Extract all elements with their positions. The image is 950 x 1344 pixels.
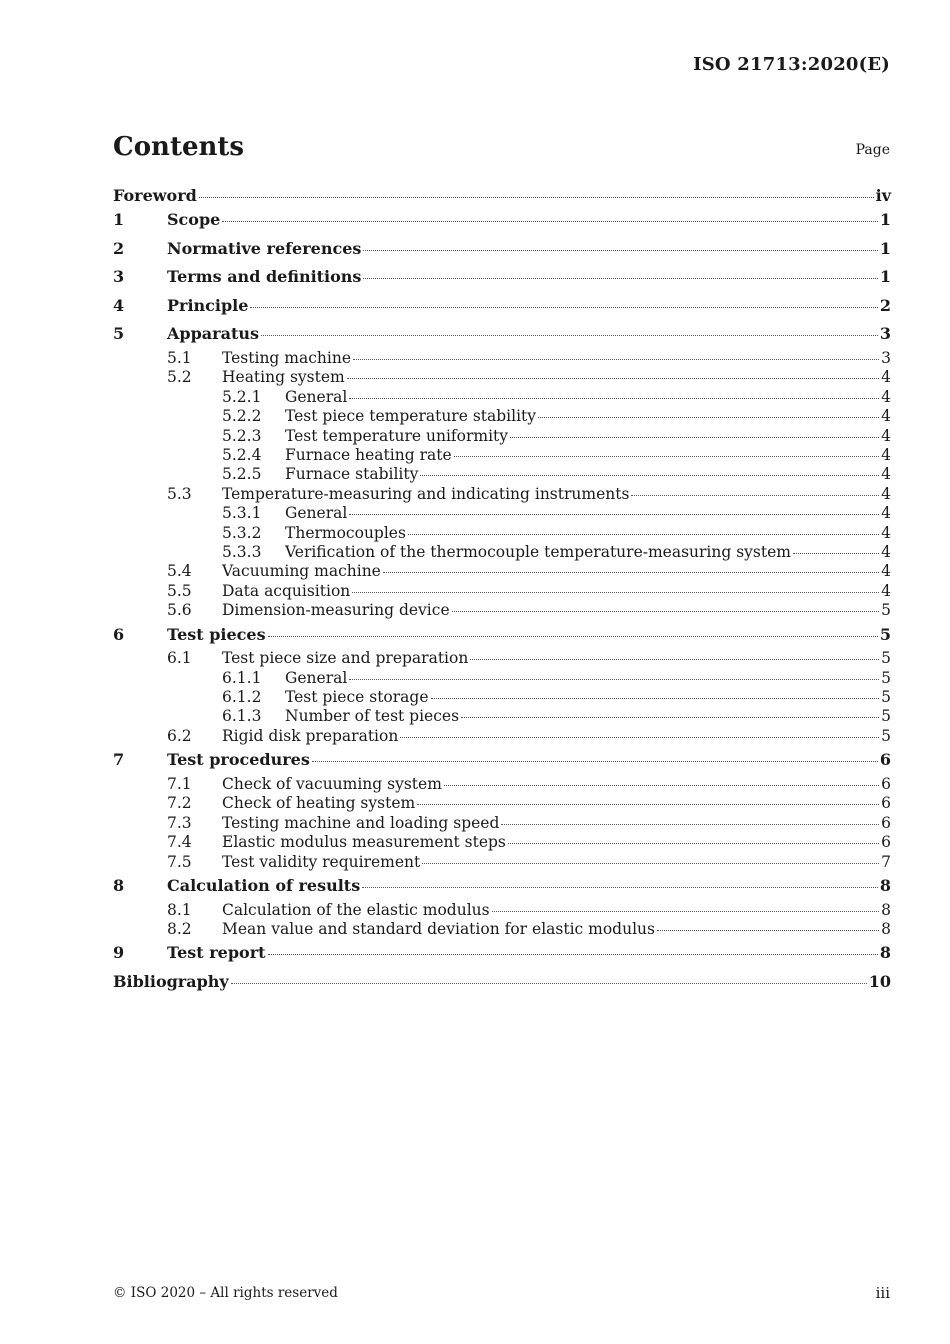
toc-leader-dots: [362, 887, 878, 888]
toc-leader-dots: [400, 737, 879, 738]
toc-entry-title: Furnace stability: [285, 465, 419, 484]
toc-entry[interactable]: [113, 263, 891, 292]
toc-entry-page: 1: [879, 267, 891, 287]
toc-entry-page: 5: [881, 726, 891, 745]
toc-entry-title: Data acquisition: [222, 581, 351, 600]
toc-entry[interactable]: [113, 582, 891, 601]
toc-entry-title: Furnace heating rate: [285, 446, 452, 464]
toc-entry-title: Test temperature uniformity: [285, 426, 509, 445]
toc-entry-title: Calculation of the elastic modulus: [222, 900, 490, 919]
toc-leader-dots: [417, 804, 879, 805]
toc-entry-number: 6.1.3: [222, 707, 262, 726]
toc-entry-number: 5.4: [167, 562, 192, 581]
toc-entry-page: 6: [881, 833, 891, 852]
toc-entry-number: 5.3.2: [222, 523, 262, 542]
page-title: Contents: [113, 132, 245, 162]
toc-entry[interactable]: [113, 688, 891, 707]
toc-entry-number: 5.2.5: [222, 465, 262, 484]
toc-entry[interactable]: [113, 485, 891, 504]
toc-entry-number: 8.2: [167, 919, 192, 938]
toc-entry-number: 5.2.4: [222, 446, 262, 464]
table-of-contents: [113, 186, 891, 997]
toc-entry[interactable]: [113, 446, 891, 465]
toc-entry-title: Rigid disk preparation: [222, 726, 399, 745]
toc-entry[interactable]: [113, 833, 891, 852]
toc-entry[interactable]: [113, 669, 891, 688]
toc-entry-page: 6: [881, 813, 891, 832]
toc-entry-title: Calculation of results: [167, 875, 361, 895]
toc-entry-title: General: [285, 387, 348, 406]
toc-entry-number: 6.1: [167, 649, 192, 668]
toc-entry-page: 5: [881, 707, 891, 726]
toc-leader-dots: [510, 437, 879, 438]
toc-entry-page: 4: [881, 562, 891, 581]
toc-leader-dots: [444, 785, 879, 786]
footer-copyright: © ISO 2020 – All rights reserved: [113, 1285, 338, 1301]
toc-entry-number: 5.3.1: [222, 504, 262, 523]
toc-entry-page: iv: [875, 186, 891, 205]
toc-entry-number: 5: [113, 324, 125, 344]
toc-entry-number: 5.2.2: [222, 407, 262, 426]
toc-entry-page: 8: [879, 943, 891, 963]
toc-entry-title: Test procedures: [167, 750, 310, 770]
toc-leader-dots: [383, 572, 879, 573]
toc-entry[interactable]: [113, 349, 891, 368]
toc-leader-dots: [231, 983, 867, 984]
toc-leader-dots: [349, 514, 879, 515]
toc-entry-title: Foreword: [113, 186, 197, 205]
toc-entry[interactable]: [113, 206, 891, 235]
toc-entry[interactable]: [113, 407, 891, 426]
toc-entry[interactable]: [113, 814, 891, 833]
toc-entry[interactable]: [113, 504, 891, 523]
toc-leader-dots: [349, 679, 879, 680]
toc-entry-title: Terms and definitions: [167, 267, 362, 287]
toc-entry-number: 1: [113, 210, 125, 229]
toc-entry-number: 7.4: [167, 833, 192, 852]
toc-entry[interactable]: [113, 727, 891, 746]
toc-leader-dots: [422, 863, 879, 864]
toc-entry-title: General: [285, 668, 348, 687]
toc-entry-page: 4: [881, 504, 891, 523]
toc-entry-title: Testing machine and loading speed: [222, 813, 500, 832]
toc-entry-page: 5: [881, 688, 891, 707]
toc-entry[interactable]: [113, 292, 891, 321]
toc-entry-title: Principle: [167, 295, 249, 315]
toc-entry[interactable]: [113, 524, 891, 543]
toc-entry-title: Elastic modulus measurement steps: [222, 833, 506, 852]
toc-leader-dots: [268, 954, 878, 955]
toc-entry-number: 7.3: [167, 813, 192, 832]
toc-entry-page: 4: [881, 484, 891, 503]
toc-entry-page: 1: [879, 210, 891, 229]
toc-entry-page: 10: [868, 971, 891, 991]
toc-entry-title: Scope: [167, 210, 221, 229]
toc-entry-number: 5.1: [167, 348, 192, 367]
toc-entry-number: 6.2: [167, 726, 192, 745]
toc-leader-dots: [352, 592, 879, 593]
toc-entry[interactable]: [113, 621, 891, 650]
toc-leader-dots: [408, 534, 879, 535]
toc-entry-number: 5.2: [167, 368, 192, 387]
toc-entry-number: 6.1.2: [222, 688, 262, 707]
toc-leader-dots: [461, 717, 879, 718]
toc-entry-page: 4: [881, 465, 891, 484]
toc-leader-dots: [431, 698, 880, 699]
toc-leader-dots: [349, 398, 879, 399]
toc-entry-title: Apparatus: [167, 324, 259, 344]
toc-entry[interactable]: [113, 186, 891, 206]
toc-entry-title: General: [285, 504, 348, 523]
toc-leader-dots: [353, 359, 879, 360]
toc-entry-page: 7: [881, 852, 891, 871]
toc-entry-page: 4: [881, 426, 891, 445]
toc-entry-title: Test report: [167, 943, 266, 963]
toc-entry[interactable]: [113, 968, 891, 997]
toc-leader-dots: [363, 278, 877, 279]
toc-entry-page: 4: [881, 368, 891, 387]
toc-entry[interactable]: [113, 235, 891, 264]
toc-leader-dots: [347, 378, 879, 379]
toc-entry-number: 6: [113, 624, 125, 644]
toc-entry-number: 5.3.3: [222, 543, 262, 562]
toc-entry[interactable]: [113, 794, 891, 813]
toc-entry-page: 6: [881, 774, 891, 793]
toc-entry-number: 7.1: [167, 774, 192, 793]
toc-entry-page: 3: [879, 324, 891, 344]
toc-entry[interactable]: [113, 427, 891, 446]
toc-entry-number: 7: [113, 750, 125, 770]
toc-entry-page: 2: [879, 295, 891, 315]
toc-leader-dots: [631, 495, 879, 496]
toc-entry-page: 4: [881, 407, 891, 426]
toc-entry-number: 5.2.1: [222, 387, 262, 406]
toc-leader-dots: [657, 930, 879, 931]
toc-entry-number: 9: [113, 943, 125, 963]
toc-leader-dots: [222, 221, 878, 222]
toc-entry[interactable]: [113, 562, 891, 581]
toc-leader-dots: [508, 843, 879, 844]
toc-entry-number: 2: [113, 238, 125, 258]
toc-entry[interactable]: [113, 465, 891, 484]
toc-entry-title: Thermocouples: [285, 523, 406, 542]
toc-entry-number: 7.2: [167, 794, 192, 813]
toc-entry-page: 8: [881, 919, 891, 938]
toc-entry-title: Bibliography: [113, 971, 229, 991]
toc-leader-dots: [538, 417, 879, 418]
toc-leader-dots: [312, 761, 878, 762]
toc-entry-title: Test piece storage: [285, 688, 429, 707]
page-column-label: Page: [855, 142, 890, 158]
toc-entry-page: 4: [881, 446, 891, 464]
toc-entry-number: 7.5: [167, 852, 192, 871]
toc-entry-number: 8: [113, 875, 125, 895]
toc-entry[interactable]: [113, 746, 891, 775]
toc-entry-page: 4: [881, 387, 891, 406]
toc-leader-dots: [363, 250, 877, 251]
toc-entry-page: 3: [881, 348, 891, 367]
toc-entry[interactable]: [113, 901, 891, 920]
toc-entry[interactable]: [113, 320, 891, 349]
toc-entry[interactable]: [113, 939, 891, 968]
toc-entry-page: 1: [879, 238, 891, 258]
toc-entry-title: Check of vacuuming system: [222, 774, 442, 793]
toc-leader-dots: [492, 911, 880, 912]
toc-entry[interactable]: [113, 707, 891, 726]
toc-entry-page: 6: [879, 750, 891, 770]
toc-leader-dots: [420, 475, 879, 476]
toc-entry-number: 6.1.1: [222, 668, 262, 687]
toc-entry[interactable]: [113, 853, 891, 872]
toc-entry[interactable]: [113, 872, 891, 901]
toc-entry-page: 4: [881, 581, 891, 600]
toc-entry-page: 4: [881, 523, 891, 542]
toc-entry-title: Check of heating system: [222, 794, 416, 813]
toc-leader-dots: [268, 636, 878, 637]
toc-entry-page: 4: [881, 543, 891, 562]
toc-entry[interactable]: [113, 775, 891, 794]
toc-entry-page: 5: [879, 624, 891, 644]
toc-entry-title: Vacuuming machine: [222, 562, 381, 581]
toc-entry[interactable]: [113, 388, 891, 407]
toc-leader-dots: [250, 307, 877, 308]
toc-entry-number: 3: [113, 267, 125, 287]
toc-entry-title: Test piece size and preparation: [222, 649, 469, 668]
toc-entry-title: Temperature-measuring and indicating instruments: [222, 484, 630, 503]
toc-entry-page: 8: [881, 900, 891, 919]
toc-entry[interactable]: [113, 368, 891, 387]
footer-page-number: iii: [875, 1284, 890, 1302]
toc-entry-title: Heating system: [222, 368, 345, 387]
toc-entry-page: 6: [881, 794, 891, 813]
toc-leader-dots: [454, 456, 880, 457]
toc-entry-number: 5.5: [167, 581, 192, 600]
toc-entry-title: Mean value and standard deviation for elastic modulus: [222, 919, 655, 938]
toc-leader-dots: [261, 335, 878, 336]
toc-entry[interactable]: [113, 649, 891, 668]
toc-entry-title: Verification of the thermocouple temperature-measuring system: [285, 543, 791, 562]
toc-entry-title: Test pieces: [167, 624, 266, 644]
toc-entry-title: Normative references: [167, 238, 362, 258]
toc-entry-number: 4: [113, 295, 125, 315]
toc-entry-page: 5: [881, 649, 891, 668]
toc-entry-number: 5.2.3: [222, 426, 262, 445]
toc-entry-title: Dimension-measuring device: [222, 601, 450, 620]
toc-entry[interactable]: [113, 543, 891, 562]
toc-entry-number: 8.1: [167, 900, 192, 919]
toc-leader-dots: [199, 197, 874, 198]
toc-leader-dots: [793, 553, 879, 554]
document-id: ISO 21713:2020(E): [693, 54, 890, 75]
toc-entry[interactable]: [113, 601, 891, 620]
toc-entry-number: 5.3: [167, 484, 192, 503]
toc-entry-page: 5: [881, 601, 891, 620]
toc-entry-page: 8: [879, 875, 891, 895]
toc-entry-title: Number of test pieces: [285, 707, 460, 726]
toc-entry-title: Test piece temperature stability: [285, 407, 537, 426]
toc-entry-title: Test validity requirement: [222, 852, 421, 871]
toc-entry-page: 5: [881, 668, 891, 687]
toc-leader-dots: [501, 824, 879, 825]
toc-leader-dots: [470, 659, 879, 660]
toc-entry-number: 5.6: [167, 601, 192, 620]
toc-entry[interactable]: [113, 920, 891, 939]
toc-entry-title: Testing machine: [222, 348, 351, 367]
toc-leader-dots: [452, 611, 880, 612]
